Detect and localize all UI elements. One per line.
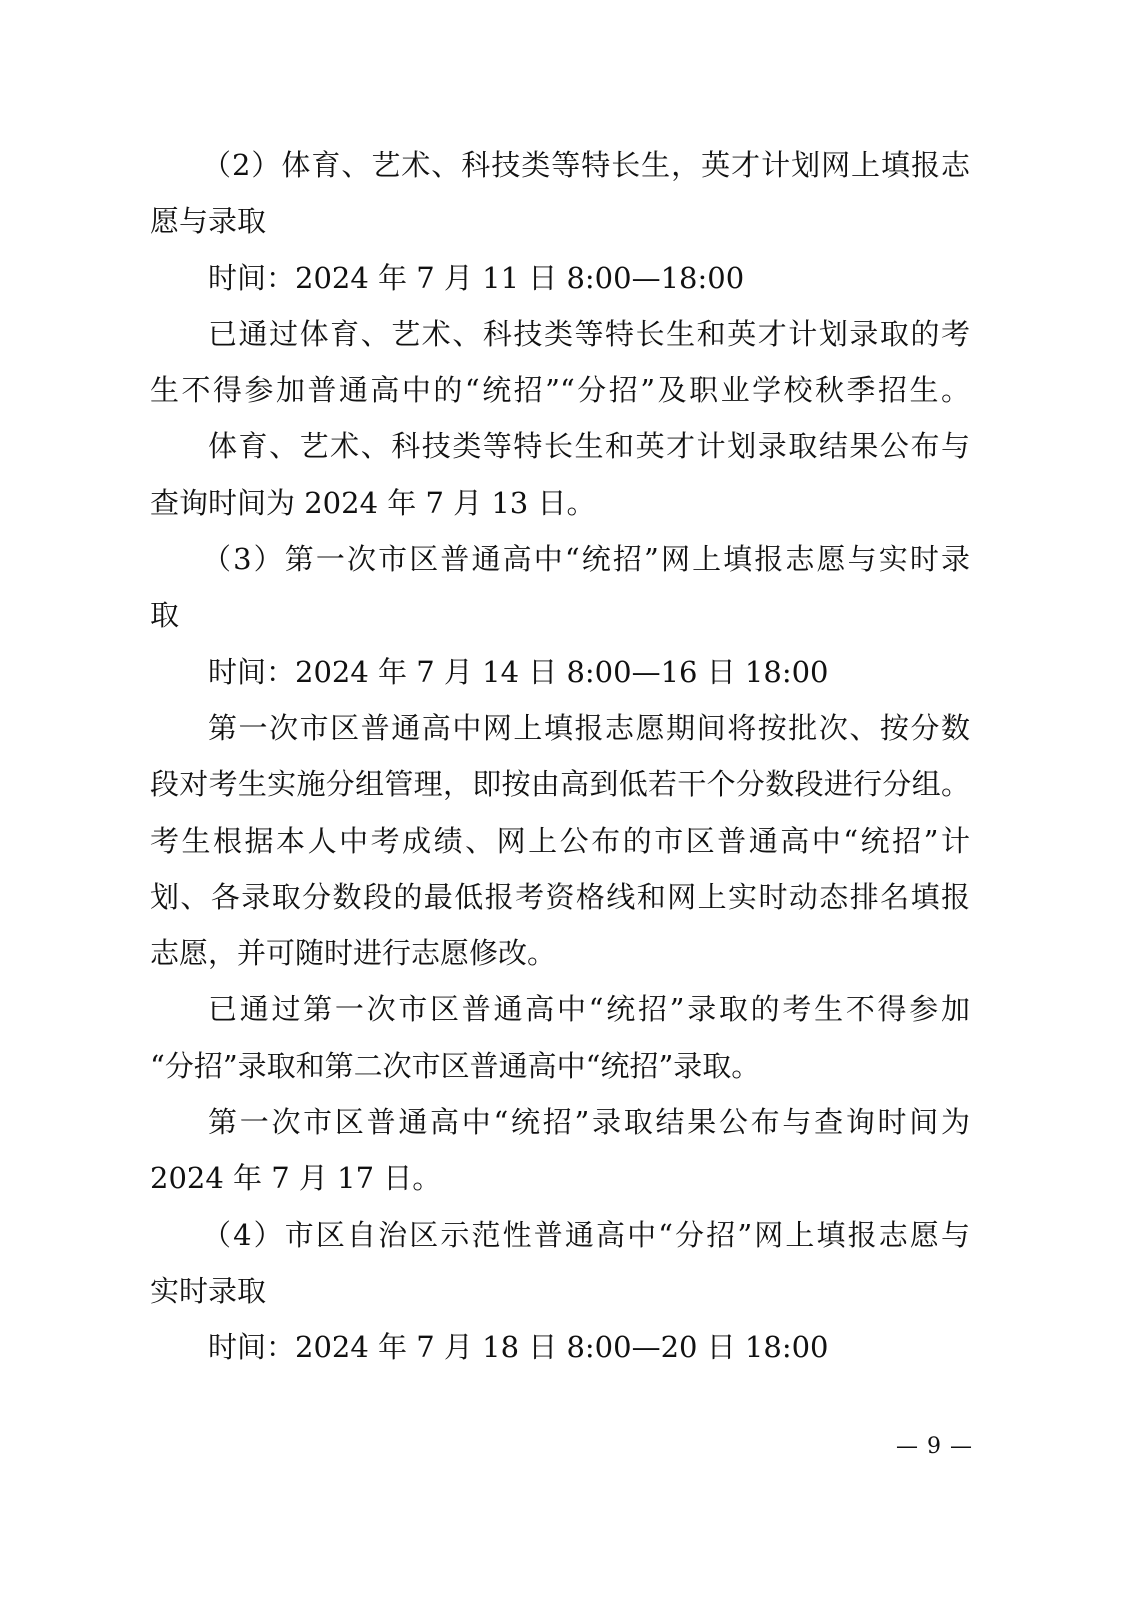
time-line-3: 时间：2024 年 7 月 14 日 8:00—16 日 18:00 bbox=[208, 654, 829, 689]
page-number: — 9 — bbox=[896, 1434, 973, 1459]
time-line-2: 时间：2024 年 7 月 11 日 8:00—18:00 bbox=[208, 260, 745, 295]
paragraph-line: 查询时间为 2024 年 7 月 13 日。 bbox=[150, 485, 596, 520]
paragraph-line: 已通过第一次市区普通高中“统招”录取的考生不得参加 bbox=[208, 992, 970, 1027]
paragraph-line: 2024 年 7 月 17 日。 bbox=[150, 1161, 442, 1196]
section-heading-2-line-1: （2）体育、艺术、科技类等特长生，英才计划网上填报志 bbox=[202, 148, 970, 182]
paragraph-line: 生不得参加普通高中的“统招”“分招”及职业学校秋季招生。 bbox=[150, 373, 970, 408]
paragraph-line: 段对考生实施分组管理，即按由高到低若干个分数段进行分组。 bbox=[150, 767, 970, 802]
section-heading-3-line-1: （3）第一次市区普通高中“统招”网上填报志愿与实时录 bbox=[202, 542, 970, 577]
paragraph-line: 划、各录取分数段的最低报考资格线和网上实时动态排名填报 bbox=[150, 879, 970, 914]
section-heading-4-line-1: （4）市区自治区示范性普通高中“分招”网上填报志愿与 bbox=[202, 1217, 970, 1252]
body-text bbox=[150, 137, 970, 1376]
time-line-4: 时间：2024 年 7 月 18 日 8:00—20 日 18:00 bbox=[208, 1330, 829, 1365]
paragraph-line: 第一次市区普通高中“统招”录取结果公布与查询时间为 bbox=[208, 1105, 970, 1140]
paragraph-line: 志愿，并可随时进行志愿修改。 bbox=[150, 936, 557, 971]
paragraph-line: 已通过体育、艺术、科技类等特长生和英才计划录取的考 bbox=[208, 316, 970, 351]
section-heading-4-line-2: 实时录取 bbox=[150, 1273, 267, 1308]
paragraph-line: 第一次市区普通高中网上填报志愿期间将按批次、按分数 bbox=[208, 710, 970, 745]
paragraph-line: 考生根据本人中考成绩、网上公布的市区普通高中“统招”计 bbox=[150, 823, 970, 858]
paragraph-line: “分招”录取和第二次市区普通高中“统招”录取。 bbox=[150, 1048, 761, 1083]
section-heading-3-line-2: 取 bbox=[150, 598, 180, 633]
section-heading-2-line-2: 愿与录取 bbox=[150, 204, 267, 239]
paragraph-line: 体育、艺术、科技类等特长生和英才计划录取结果公布与 bbox=[208, 429, 970, 464]
